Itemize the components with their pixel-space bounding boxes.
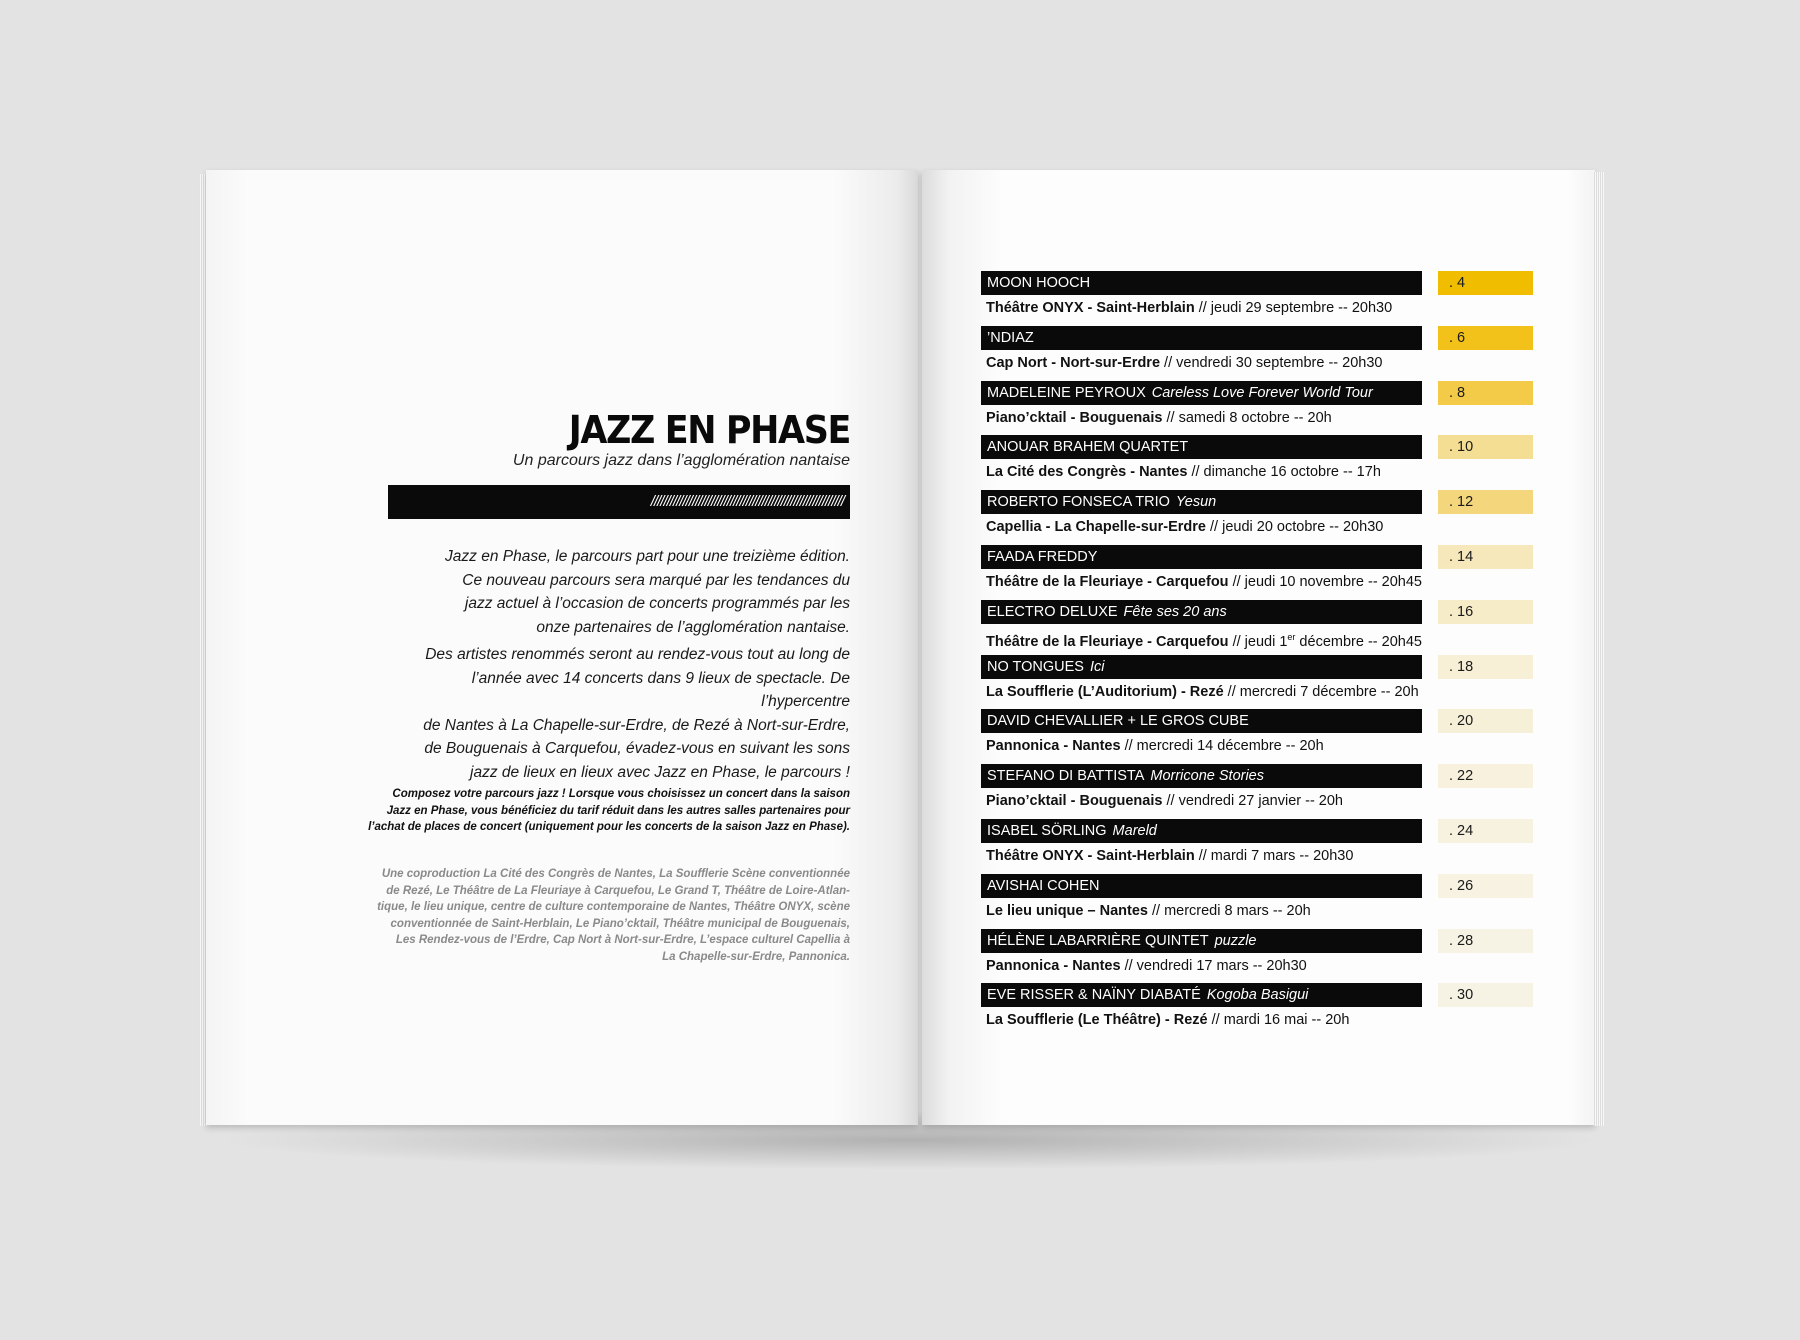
page-number-tab: . 10 bbox=[1438, 435, 1533, 459]
venue-name: Le lieu unique – Nantes bbox=[986, 902, 1148, 919]
concert-date: // dimanche 16 octobre -- 17h bbox=[1187, 464, 1381, 481]
show-title: Kogoba Basigui bbox=[1206, 987, 1309, 1004]
brochure-subtitle: Un parcours jazz dans l’agglomération nantaise bbox=[512, 452, 850, 469]
venue-name: Théâtre ONYX - Saint-Herblain bbox=[986, 300, 1195, 316]
concert-entry bbox=[981, 271, 1534, 326]
concert-entry bbox=[981, 983, 1534, 1038]
venue-date-line bbox=[986, 354, 1446, 372]
venue-name: La Soufflerie (Le Théâtre) - Rezé bbox=[986, 1012, 1208, 1029]
venue-date-line bbox=[986, 683, 1446, 701]
venue-date-line bbox=[986, 463, 1446, 481]
page-number-tab: . 4 bbox=[1438, 271, 1533, 295]
show-title: puzzle bbox=[1214, 932, 1257, 949]
concert-date: // jeudi 1 bbox=[1228, 633, 1288, 650]
artist-name: MADELEINE PEYROUX bbox=[987, 384, 1146, 401]
venue-date-line bbox=[986, 573, 1446, 591]
artist-bar bbox=[981, 600, 1422, 624]
artist-name: ANOUAR BRAHEM QUARTET bbox=[987, 439, 1189, 456]
show-title: Yesun bbox=[1175, 494, 1217, 511]
artist-name: ELECTRO DELUXE bbox=[987, 603, 1118, 620]
venue-date-line bbox=[986, 409, 1446, 427]
concert-date: // mercredi 7 décembre -- 20h bbox=[1223, 683, 1419, 700]
venue-name: Piano’cktail - Bouguenais bbox=[986, 409, 1163, 426]
venue-name: Théâtre de la Fleuriaye - Carquefou bbox=[986, 633, 1229, 650]
artist-name: ’NDIAZ bbox=[987, 329, 1034, 346]
artist-name: NO TONGUES bbox=[987, 658, 1084, 675]
page-number-tab: . 16 bbox=[1438, 600, 1533, 624]
concert-entry bbox=[981, 545, 1534, 600]
venue-name: La Cité des Congrès - Nantes bbox=[986, 464, 1188, 481]
artist-name: AVISHAI COHEN bbox=[987, 877, 1100, 894]
venue-name: Pannonica - Nantes bbox=[986, 738, 1121, 755]
artist-bar bbox=[981, 381, 1422, 405]
page-number-tab: . 8 bbox=[1438, 381, 1533, 405]
concert-entry bbox=[981, 326, 1534, 381]
venue-date-line bbox=[986, 902, 1446, 920]
venue-name: Piano’cktail - Bouguenais bbox=[986, 793, 1163, 810]
artist-name: ISABEL SÖRLING bbox=[987, 822, 1107, 839]
concert-entry bbox=[981, 381, 1534, 436]
artist-name: STEFANO DI BATTISTA bbox=[987, 768, 1145, 785]
page-number-tab: . 22 bbox=[1438, 764, 1533, 788]
artist-bar bbox=[981, 874, 1422, 898]
artist-bar bbox=[981, 929, 1422, 953]
artist-name: DAVID CHEVALLIER + LE GROS CUBE bbox=[987, 713, 1249, 730]
artist-bar bbox=[981, 655, 1422, 679]
artist-name: HÉLÈNE LABARRIÈRE QUINTET bbox=[987, 932, 1209, 949]
coproduction-credits: Une coproduction La Cité des Congrès de Nantes, La Soufflerie Scène conventionnée de Rezé, Le Théâtre de La Fleuriaye à Carquefou, Le Grand T, Théâtre de Loire-Atlan- tique, le lieu unique, centre de culture contemporaine de Nantes, Théâtre ONYX, scène conventionnée de Saint-Herblain, Le Piano’cktail, Théâtre municipal de Bouguenais, Les Rendez-vous de l’Erdre, Cap Nort à Nort-sur-Erdre, L’espace culturel Capellia à La Chapelle-sur-Erdre, Pannonica. bbox=[377, 868, 850, 963]
concert-entry bbox=[981, 490, 1534, 545]
page-number-tab: . 6 bbox=[1438, 326, 1533, 350]
date-ordinal: er bbox=[1287, 631, 1296, 642]
promo-text: Composez votre parcours jazz ! Lorsque vous choisissez un concert dans la saison Jazz en Phase, vous bénéficiez du tarif réduit dans les autres salles partenaires pour l’achat de places de concert (uniquement pour les concerts de la saison Jazz en Phase). bbox=[368, 788, 850, 833]
venue-date-line bbox=[986, 847, 1446, 865]
page-number-tab: . 28 bbox=[1438, 929, 1533, 953]
concert-entry bbox=[981, 929, 1534, 984]
brochure-title: JAZZ EN PHASE bbox=[568, 408, 850, 452]
concert-entry bbox=[981, 600, 1534, 655]
intro-text bbox=[380, 545, 850, 788]
venue-date-line bbox=[986, 518, 1446, 536]
page-number-tab: . 20 bbox=[1438, 709, 1533, 733]
page-number-tab: . 26 bbox=[1438, 874, 1533, 898]
concert-date: // jeudi 20 octobre -- 20h30 bbox=[1205, 519, 1384, 536]
venue-name: Cap Nort - Nort-sur-Erdre bbox=[986, 354, 1161, 371]
concert-date: // samedi 8 octobre -- 20h bbox=[1162, 409, 1332, 426]
show-title: Careless Love Forever World Tour bbox=[1151, 384, 1373, 401]
venue-date-line bbox=[986, 299, 1446, 317]
concert-date: // mardi 16 mai -- 20h bbox=[1207, 1012, 1350, 1029]
concert-date: // mercredi 14 décembre -- 20h bbox=[1120, 738, 1324, 755]
venue-name: Capellia - La Chapelle-sur-Erdre bbox=[986, 519, 1206, 536]
venue-name: Théâtre ONYX - Saint-Herblain bbox=[986, 847, 1195, 864]
artist-bar bbox=[981, 764, 1422, 788]
slash-decoration-bar: ///////////////////////////////////////////////////////////// bbox=[388, 485, 850, 519]
page-number-tab: . 24 bbox=[1438, 819, 1533, 843]
concert-entry bbox=[981, 819, 1534, 874]
concert-date: // jeudi 29 septembre -- 20h30 bbox=[1194, 300, 1393, 316]
intro-paragraph-2: Des artistes renommés seront au rendez-vous tout au long de l’année avec 14 concerts dans 9 lieux de spectacle. De l’hypercentre de Nantes à La Chapelle-sur-Erdre, de Rezé à Nort-sur-Erdre, de Bouguenais à Carquefou, évadez-vous en suivant les sons jazz de lieux en lieux avec Jazz en Phase, le parcours ! bbox=[423, 646, 850, 781]
venue-date-line bbox=[986, 737, 1446, 755]
concert-date: // vendredi 27 janvier -- 20h bbox=[1162, 793, 1343, 810]
show-title: Ici bbox=[1089, 658, 1105, 675]
artist-name: EVE RISSER & NAÏNY DIABATÉ bbox=[987, 987, 1201, 1004]
show-title: Fête ses 20 ans bbox=[1123, 603, 1227, 620]
artist-bar bbox=[981, 490, 1422, 514]
artist-bar bbox=[981, 709, 1422, 733]
page-number-tab: . 30 bbox=[1438, 983, 1533, 1007]
show-title: Mareld bbox=[1112, 822, 1157, 839]
concert-date: // jeudi 10 novembre -- 20h45 bbox=[1228, 573, 1422, 590]
show-title: Morricone Stories bbox=[1150, 768, 1264, 785]
venue-name: Théâtre de la Fleuriaye - Carquefou bbox=[986, 573, 1229, 590]
concert-date: // vendredi 30 septembre -- 20h30 bbox=[1160, 354, 1383, 371]
concert-date: // mercredi 8 mars -- 20h bbox=[1147, 902, 1311, 919]
artist-bar bbox=[981, 983, 1422, 1007]
venue-name: La Soufflerie (L’Auditorium) - Rezé bbox=[986, 683, 1224, 700]
concert-entry bbox=[981, 655, 1534, 710]
venue-name: Pannonica - Nantes bbox=[986, 957, 1121, 974]
concert-entry bbox=[981, 435, 1534, 490]
artist-name: ROBERTO FONSECA TRIO bbox=[987, 494, 1170, 511]
page-edges-right bbox=[1594, 172, 1604, 1126]
concert-date-rest: décembre -- 20h45 bbox=[1295, 633, 1422, 650]
venue-date-line bbox=[986, 957, 1446, 975]
concert-entry bbox=[981, 709, 1534, 764]
venue-date-line bbox=[986, 1011, 1446, 1029]
artist-bar bbox=[981, 819, 1422, 843]
artist-bar bbox=[981, 545, 1422, 569]
page-number-tab: . 12 bbox=[1438, 490, 1533, 514]
concert-date: // vendredi 17 mars -- 20h30 bbox=[1120, 957, 1307, 974]
artist-name: MOON HOOCH bbox=[987, 275, 1091, 291]
concert-entry bbox=[981, 764, 1534, 819]
venue-date-line bbox=[986, 628, 1446, 651]
artist-bar bbox=[981, 271, 1422, 295]
artist-bar bbox=[981, 326, 1422, 350]
page-number-tab: . 14 bbox=[1438, 545, 1533, 569]
concert-list bbox=[981, 271, 1534, 1038]
venue-date-line bbox=[986, 792, 1446, 810]
concert-date: // mardi 7 mars -- 20h30 bbox=[1194, 847, 1354, 864]
artist-name: FAADA FREDDY bbox=[987, 548, 1098, 565]
artist-bar bbox=[981, 435, 1422, 459]
concert-entry bbox=[981, 874, 1534, 929]
intro-paragraph-1: Jazz en Phase, le parcours part pour une treizième édition. Ce nouveau parcours sera marqué par les tendances du jazz actuel à l’occasion de concerts programmés par les onze partenaires de l’agglomération nantaise. bbox=[445, 548, 850, 636]
page-number-tab: . 18 bbox=[1438, 655, 1533, 679]
